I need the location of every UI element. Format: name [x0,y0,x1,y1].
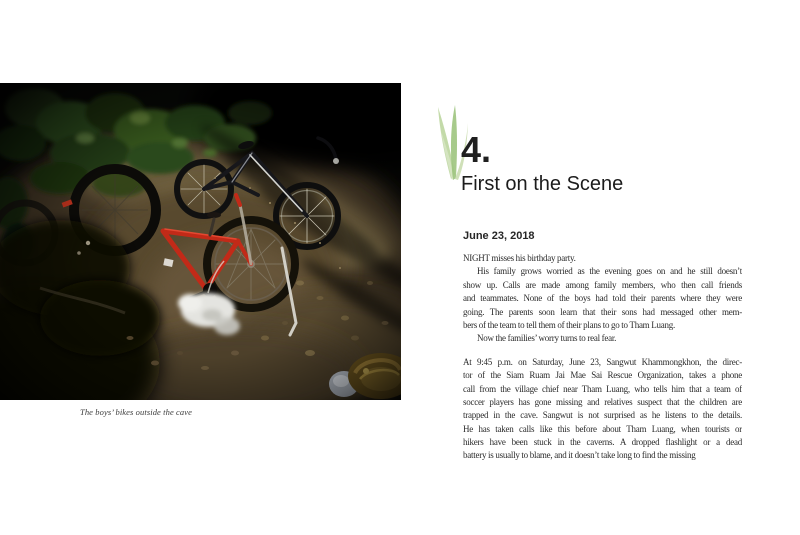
paragraph [463,252,742,265]
chapter-number: 4. [461,129,492,170]
date-heading: June 23, 2018 [463,230,535,242]
paragraph [463,332,742,345]
body-line: and teammates. None of the boys had told their parents where they were [463,293,742,304]
paragraph [463,356,742,463]
body-line: Now the families’ worry turns to real fear. [477,333,617,344]
body-text [463,252,742,463]
cave-photo [0,83,401,400]
chapter-title: First on the Scene [461,173,624,195]
body-line: going. The parents soon learn that their sons had messaged other mem- [463,306,742,317]
body-line: He has taken calls like this before about Tham Luang, when tourists or [463,423,742,434]
body-line: soccer players has gone missing and relatives suspect that the children are [463,396,742,407]
photo-caption: The boys’ bikes outside the cave [80,407,193,417]
body-line: NIGHT misses his birthday party. [463,253,576,263]
body-line: At 9:45 p.m. on Saturday, June 23, Sangwut Khammongkhon, the direc- [463,356,742,367]
body-line: call from the village chief near Tham Luang, who tells him that a team of [463,383,742,394]
body-line: His family grows worried as the evening goes on and he still doesn’t [477,266,742,277]
body-line: battery is usually to blame, and it doesn’t take long to find the missing [463,450,696,461]
body-line: bers of the team to tell them of their plans to go to Tham Luang. [463,319,675,330]
body-line: trapped in the cave. Sangwut is not surprised as he listens to the details. [463,410,742,421]
body-line: hikers have been stuck in the caverns. A dropped flashlight or a dead [463,437,742,448]
cave-photo-illustration [0,83,401,400]
body-line: show up. Calls are made among family members, who then call friends [463,279,742,290]
paragraph [463,265,742,332]
body-line: tor of the Siam Ruam Jai Mae Sai Rescue Organization, takes a phone [463,370,742,381]
